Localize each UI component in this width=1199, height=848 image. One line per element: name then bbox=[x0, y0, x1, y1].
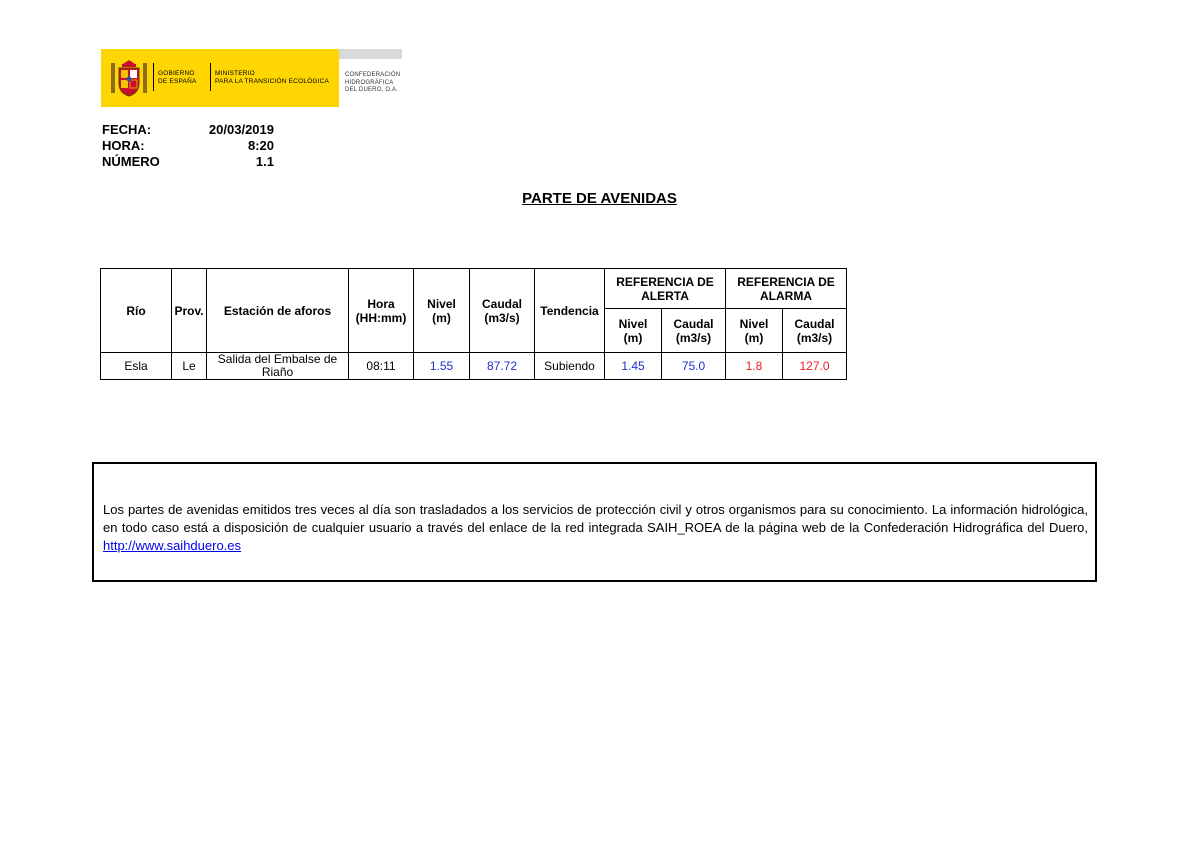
cell-alerta-caudal: 75.0 bbox=[662, 353, 726, 380]
header-alarma-nivel: Nivel (m) bbox=[726, 309, 783, 353]
cell-nivel: 1.55 bbox=[414, 353, 470, 380]
hora-label: HORA: bbox=[102, 138, 145, 153]
logo-grey-bar bbox=[339, 49, 402, 59]
ministry-label: MINISTERIO PARA LA TRANSICIÓN ECOLÓGICA bbox=[215, 70, 330, 85]
cell-rio: Esla bbox=[101, 353, 172, 380]
hora-value: 8:20 bbox=[247, 138, 274, 153]
coat-of-arms-icon bbox=[109, 57, 149, 99]
header-logo bbox=[101, 49, 402, 107]
header-caudal: Caudal (m3/s) bbox=[470, 269, 535, 353]
flood-report-table bbox=[100, 268, 847, 380]
header-alerta-nivel: Nivel (m) bbox=[605, 309, 662, 353]
numero-value: 1.1 bbox=[255, 154, 274, 169]
saihduero-link[interactable]: http://www.saihduero.es bbox=[103, 538, 242, 553]
header-alarma-caudal: Caudal (m3/s) bbox=[783, 309, 847, 353]
government-label: GOBIERNO DE ESPAÑA bbox=[158, 70, 197, 85]
fecha-value: 20/03/2019 bbox=[208, 122, 274, 137]
logo-divider bbox=[153, 63, 154, 91]
cell-tendencia: Subiendo bbox=[535, 353, 605, 380]
hora-row bbox=[102, 138, 274, 154]
info-note-text: Los partes de avenidas emitidos tres veces al día son trasladados a los servicios de protección civil y otros organismos para su conocimiento. La información hidrológica, en todo caso está a disposición de cualquier usuario a través del enlace de la red integrada SAIH_ROEA de la página web de la Confederación Hidrográfica del Duero, http://www.saihduero.es bbox=[103, 502, 1088, 553]
cell-alerta-nivel: 1.45 bbox=[605, 353, 662, 380]
header-tendencia: Tendencia bbox=[535, 269, 605, 353]
header-referencia-alarma: REFERENCIA DE ALARMA bbox=[726, 269, 847, 309]
header-alerta-caudal: Caudal (m3/s) bbox=[662, 309, 726, 353]
header-nivel: Nivel (m) bbox=[414, 269, 470, 353]
header-rio: Río bbox=[101, 269, 172, 353]
cell-hora: 08:11 bbox=[349, 353, 414, 380]
header-hora: Hora (HH:mm) bbox=[349, 269, 414, 353]
cell-estacion: Salida del Embalse de Riaño bbox=[207, 353, 349, 380]
report-meta bbox=[102, 122, 274, 170]
numero-label: NÚMERO bbox=[102, 154, 160, 169]
header-estacion: Estación de aforos bbox=[207, 269, 349, 353]
header-referencia-alerta: REFERENCIA DE ALERTA bbox=[605, 269, 726, 309]
cell-alarma-nivel: 1.8 bbox=[726, 353, 783, 380]
info-note-box bbox=[92, 462, 1097, 582]
cell-prov: Le bbox=[172, 353, 207, 380]
numero-row bbox=[102, 154, 274, 170]
cell-caudal: 87.72 bbox=[470, 353, 535, 380]
confederation-label: CONFEDERACIÓN HIDROGRÁFICA DEL DUERO, O.A. bbox=[345, 72, 401, 93]
page-title: PARTE DE AVENIDAS bbox=[522, 190, 677, 207]
fecha-label: FECHA: bbox=[102, 122, 152, 137]
header-prov: Prov. bbox=[172, 269, 207, 353]
logo-divider bbox=[210, 63, 211, 91]
table-row bbox=[101, 353, 847, 380]
fecha-row bbox=[102, 122, 274, 138]
cell-alarma-caudal: 127.0 bbox=[783, 353, 847, 380]
